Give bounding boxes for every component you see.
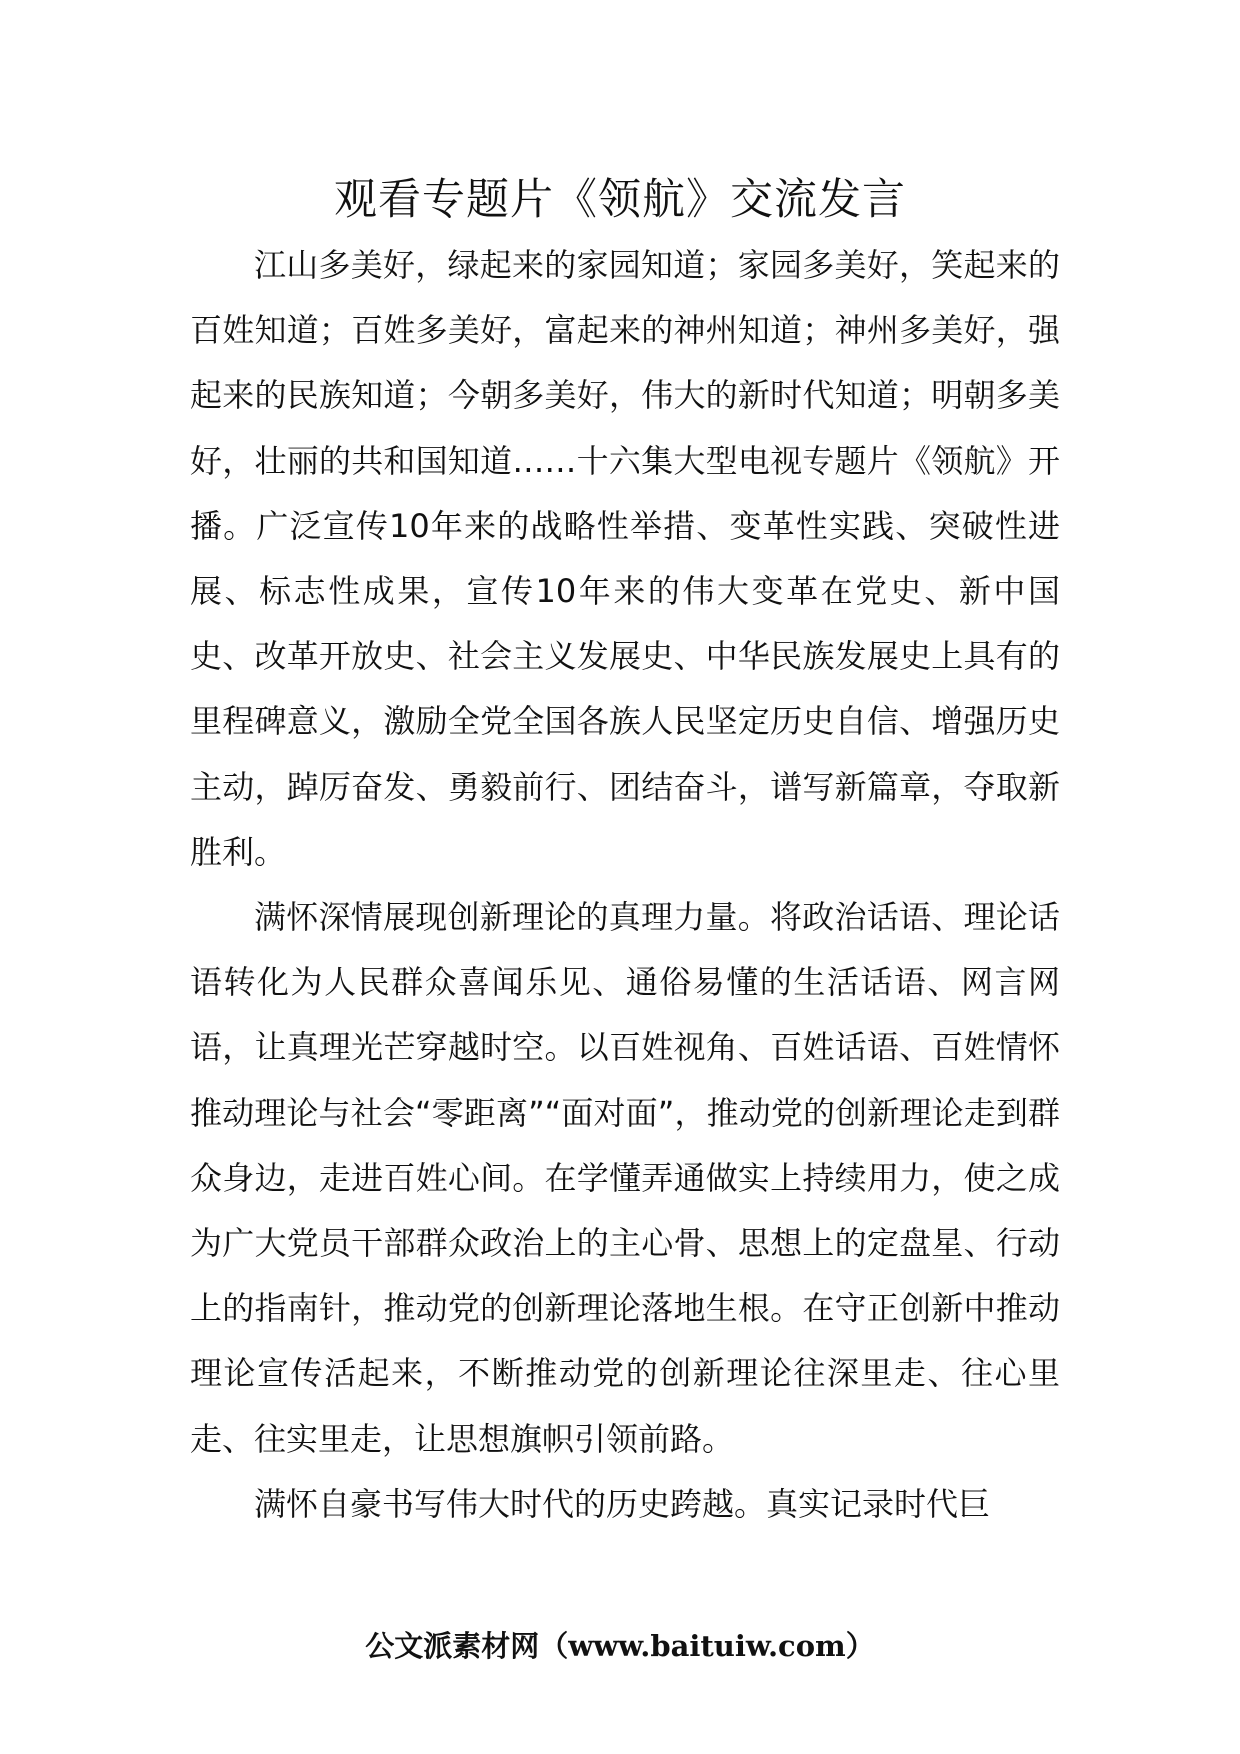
document-body: [190, 233, 1060, 1537]
document-title: 观看专题片《领航》交流发言: [334, 175, 906, 225]
paragraph-intro: 江山多美好，绿起来的家园知道；家园多美好，笑起来的百姓知道；百姓多美好，富起来的神州知道；神州多美好，强起来的民族知道；今朝多美好，伟大的新时代知道；明朝多美好，壮丽的共和国知道……十六集大型电视专题片《领航》开播。广泛宣传10年来的战略性举措、变革性实践、突破性进展、标志性成果，宣传10年来的伟大变革在党史、新中国史、改革开放史、社会主义发展史、中华民族发展史上具有的里程碑意义，激励全党全国各族人民坚定历史自信、增强历史主动，踔厉奋发、勇毅前行、团结奋斗，谱写新篇章，夺取新胜利。: [190, 246, 1060, 871]
paragraph-era: 满怀自豪书写伟大时代的历史跨越。真实记录时代巨: [254, 1484, 991, 1523]
paragraph-theory: 满怀深情展现创新理论的真理力量。将政治话语、理论话语转化为人民群众喜闻乐见、通俗易懂的生活话语、网言网语，让真理光芒穿越时空。以百姓视角、百姓话语、百姓情怀推动理论与社会“零距离”“面对面”，推动党的创新理论走到群众身边，走进百姓心间。在学懂弄通做实上持续用力，使之成为广大党员干部群众政治上的主心骨、思想上的定盘星、行动上的指南针，推动党的创新理论落地生根。在守正创新中推动理论宣传活起来，不断推动党的创新理论往深里走、往心里走、往实里走，让思想旗帜引领前路。: [190, 898, 1060, 1458]
footer-watermark: 公文派素材网（www.baituiw.com）: [365, 1629, 875, 1663]
